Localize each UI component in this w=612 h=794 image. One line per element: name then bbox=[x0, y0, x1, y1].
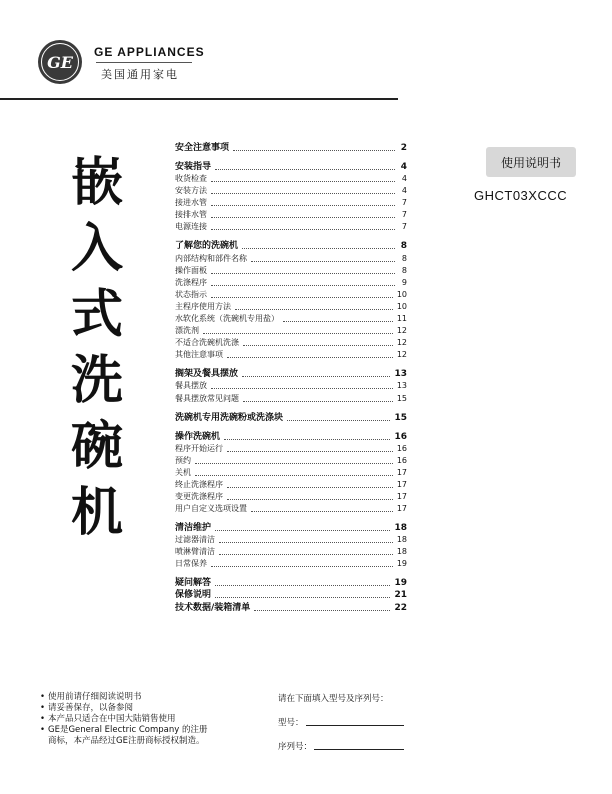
toc-label: 主程序使用方法 bbox=[175, 301, 231, 311]
toc-page: 16 bbox=[394, 431, 407, 442]
brand-name-en: GE APPLIANCES bbox=[94, 45, 205, 59]
toc-label: 状态指示 bbox=[175, 289, 207, 299]
toc-leader bbox=[219, 542, 393, 543]
toc-entry bbox=[175, 535, 407, 545]
note-text: 使用前请仔细阅读说明书 bbox=[48, 692, 142, 702]
brand-name-zh: 美国通用家电 bbox=[101, 68, 179, 81]
toc-label: 收货检查 bbox=[175, 174, 207, 184]
toc-section bbox=[175, 369, 407, 379]
toc-entry bbox=[175, 504, 407, 514]
title-char: 嵌 bbox=[70, 153, 123, 213]
toc-page: 16 bbox=[396, 443, 407, 453]
toc-label: 餐具摆放 bbox=[175, 381, 207, 391]
toc-page: 17 bbox=[396, 467, 407, 477]
toc-page: 21 bbox=[394, 590, 407, 601]
toc-label: 预约 bbox=[175, 455, 191, 465]
toc-label: 疑问解答 bbox=[175, 578, 212, 589]
toc-leader bbox=[215, 597, 390, 598]
model-number: GHCT03XCCC bbox=[474, 188, 568, 203]
toc-section bbox=[175, 241, 407, 251]
toc-label: 终止洗涤程序 bbox=[175, 479, 223, 489]
toc-leader bbox=[235, 309, 393, 310]
model-field-line bbox=[306, 725, 404, 726]
toc-entry bbox=[175, 492, 407, 502]
toc-leader bbox=[211, 193, 395, 194]
toc-entry bbox=[175, 198, 407, 208]
toc-label: 关机 bbox=[175, 467, 191, 477]
toc-page: 19 bbox=[396, 559, 407, 569]
toc-label: 不适合洗碗机洗涤 bbox=[175, 338, 239, 348]
toc-label: 水软化系统（洗碗机专用盐） bbox=[175, 314, 279, 324]
toc-section bbox=[175, 143, 407, 153]
toc-entry bbox=[175, 456, 407, 466]
toc-label: 安装方法 bbox=[175, 186, 207, 196]
toc-entry bbox=[175, 290, 407, 300]
brand-divider bbox=[96, 62, 192, 63]
toc-entry bbox=[175, 314, 407, 324]
toc-leader bbox=[243, 345, 393, 346]
toc-leader bbox=[242, 248, 395, 249]
bullet-icon: • bbox=[40, 703, 46, 713]
toc-leader bbox=[242, 376, 390, 377]
toc-entry bbox=[175, 326, 407, 336]
toc-leader bbox=[211, 217, 395, 218]
toc-leader bbox=[251, 511, 393, 512]
title-char: 洗 bbox=[70, 351, 123, 411]
toc-leader bbox=[224, 439, 390, 440]
toc-page: 12 bbox=[396, 338, 407, 348]
toc-entry bbox=[175, 468, 407, 478]
toc-leader bbox=[211, 388, 393, 389]
toc-leader bbox=[215, 585, 390, 586]
toc-leader bbox=[211, 297, 393, 298]
toc-section bbox=[175, 578, 407, 588]
toc-section bbox=[175, 162, 407, 172]
toc-section bbox=[175, 590, 407, 600]
model-field-label: 型号： bbox=[278, 718, 304, 728]
record-instructions: 请在下面填入型号及序列号： bbox=[278, 694, 389, 704]
toc-leader bbox=[215, 530, 390, 531]
toc-leader bbox=[211, 566, 393, 567]
toc-page: 13 bbox=[396, 381, 407, 391]
toc-section bbox=[175, 603, 407, 613]
toc-leader bbox=[211, 229, 395, 230]
bullet-icon: • bbox=[40, 725, 46, 735]
toc-page: 7 bbox=[401, 198, 407, 208]
notes-list bbox=[40, 692, 270, 747]
toc-label: 保修说明 bbox=[175, 590, 212, 601]
serial-field-line bbox=[314, 749, 404, 750]
toc-label: 清洁维护 bbox=[175, 523, 212, 534]
toc-label: 其他注意事项 bbox=[175, 350, 223, 360]
toc-page: 15 bbox=[394, 412, 407, 423]
toc-entry bbox=[175, 254, 407, 264]
title-char: 入 bbox=[70, 219, 123, 279]
toc-label: 日常保养 bbox=[175, 559, 207, 569]
toc-page: 19 bbox=[394, 578, 407, 589]
ge-logo bbox=[38, 40, 82, 84]
toc-page: 16 bbox=[396, 455, 407, 465]
toc-leader bbox=[203, 333, 393, 334]
serial-field-label: 序列号： bbox=[278, 742, 313, 752]
toc-page: 22 bbox=[394, 602, 407, 613]
toc-entry bbox=[175, 222, 407, 232]
toc-leader bbox=[283, 321, 393, 322]
toc-entry bbox=[175, 547, 407, 557]
toc-page: 4 bbox=[400, 162, 407, 172]
title-char: 机 bbox=[70, 483, 123, 543]
toc-leader bbox=[219, 554, 393, 555]
toc-leader bbox=[227, 451, 393, 452]
toc-entry bbox=[175, 278, 407, 288]
toc-label: 变更洗涤程序 bbox=[175, 491, 223, 501]
toc-page: 12 bbox=[396, 326, 407, 336]
note-text: 请妥善保存，以备参阅 bbox=[48, 703, 134, 713]
product-title bbox=[62, 150, 132, 546]
toc-label: 搁架及餐具摆放 bbox=[175, 369, 239, 380]
toc-leader bbox=[195, 475, 393, 476]
toc-label: 喷淋臂清洁 bbox=[175, 547, 215, 557]
toc-page: 17 bbox=[396, 504, 407, 514]
toc-page: 11 bbox=[396, 314, 407, 324]
toc-leader bbox=[227, 357, 393, 358]
bullet-icon: • bbox=[40, 714, 46, 724]
toc-section bbox=[175, 432, 407, 442]
toc-entry bbox=[175, 444, 407, 454]
toc-label: 操作洗碗机 bbox=[175, 431, 221, 442]
toc-page: 12 bbox=[396, 350, 407, 360]
toc-leader bbox=[195, 463, 393, 464]
note-item bbox=[40, 703, 270, 714]
toc-page: 13 bbox=[394, 369, 407, 380]
toc-leader bbox=[211, 181, 395, 182]
toc-entry bbox=[175, 480, 407, 490]
toc-page: 18 bbox=[396, 535, 407, 545]
toc-label: 内部结构和部件名称 bbox=[175, 253, 247, 263]
toc-page: 8 bbox=[400, 241, 407, 252]
header-rule bbox=[0, 98, 398, 100]
toc-page: 4 bbox=[401, 186, 407, 196]
toc-entry bbox=[175, 559, 407, 569]
toc-page: 10 bbox=[396, 301, 407, 311]
logo-text: GE bbox=[47, 52, 73, 72]
note-text: GE是General Electric Company 的注册商标，本产品经过GE注册商标授权制造。 bbox=[48, 725, 208, 746]
toc-entry bbox=[175, 350, 407, 360]
title-char: 碗 bbox=[70, 417, 123, 477]
toc-label: 洗碗机专用洗碗粉或洗涤块 bbox=[175, 412, 284, 423]
toc-page: 7 bbox=[401, 210, 407, 220]
toc-label: 接排水管 bbox=[175, 210, 207, 220]
toc-entry bbox=[175, 174, 407, 184]
toc-page: 17 bbox=[396, 491, 407, 501]
toc-leader bbox=[287, 420, 390, 421]
toc-label: 接进水管 bbox=[175, 198, 207, 208]
toc-page: 8 bbox=[401, 265, 407, 275]
toc-label: 操作面板 bbox=[175, 265, 207, 275]
toc-page: 2 bbox=[400, 143, 407, 153]
toc-label: 电源连接 bbox=[175, 222, 207, 232]
toc-leader bbox=[254, 610, 390, 611]
note-item bbox=[40, 714, 270, 725]
toc-label: 过滤器清洁 bbox=[175, 535, 215, 545]
table-of-contents bbox=[175, 143, 407, 615]
note-item bbox=[40, 725, 270, 747]
toc-page: 8 bbox=[401, 253, 407, 263]
note-text: 本产品只适合在中国大陆销售使用 bbox=[48, 714, 176, 724]
note-item bbox=[40, 692, 270, 703]
toc-page: 18 bbox=[394, 523, 407, 534]
toc-section bbox=[175, 413, 407, 423]
toc-page: 15 bbox=[396, 393, 407, 403]
toc-entry bbox=[175, 186, 407, 196]
toc-label: 技术数据/装箱清单 bbox=[175, 602, 251, 613]
toc-label: 用户自定义选项设置 bbox=[175, 504, 247, 514]
toc-page: 17 bbox=[396, 479, 407, 489]
toc-entry bbox=[175, 394, 407, 404]
doc-type-badge bbox=[486, 147, 576, 177]
toc-page: 18 bbox=[396, 547, 407, 557]
toc-entry bbox=[175, 210, 407, 220]
toc-page: 4 bbox=[401, 174, 407, 184]
toc-entry bbox=[175, 266, 407, 276]
toc-leader bbox=[227, 487, 393, 488]
toc-label: 漂洗剂 bbox=[175, 326, 199, 336]
toc-label: 洗涤程序 bbox=[175, 277, 207, 287]
toc-entry bbox=[175, 302, 407, 312]
toc-leader bbox=[251, 261, 395, 262]
toc-label: 安全注意事项 bbox=[175, 143, 230, 153]
toc-leader bbox=[211, 273, 395, 274]
toc-section bbox=[175, 523, 407, 533]
toc-leader bbox=[211, 205, 395, 206]
toc-page: 10 bbox=[396, 289, 407, 299]
toc-leader bbox=[243, 401, 393, 402]
toc-label: 餐具摆放常见问题 bbox=[175, 393, 239, 403]
toc-entry bbox=[175, 338, 407, 348]
toc-leader bbox=[215, 169, 395, 170]
doc-type-label: 使用说明书 bbox=[500, 155, 561, 170]
toc-label: 程序开始运行 bbox=[175, 443, 223, 453]
bullet-icon: • bbox=[40, 692, 46, 702]
toc-label: 了解您的洗碗机 bbox=[175, 241, 239, 252]
toc-leader bbox=[233, 150, 395, 151]
toc-page: 7 bbox=[401, 222, 407, 232]
title-char: 式 bbox=[70, 285, 123, 345]
toc-page: 9 bbox=[401, 277, 407, 287]
toc-leader bbox=[227, 499, 393, 500]
toc-leader bbox=[211, 285, 395, 286]
toc-entry bbox=[175, 381, 407, 391]
toc-label: 安装指导 bbox=[175, 162, 212, 172]
